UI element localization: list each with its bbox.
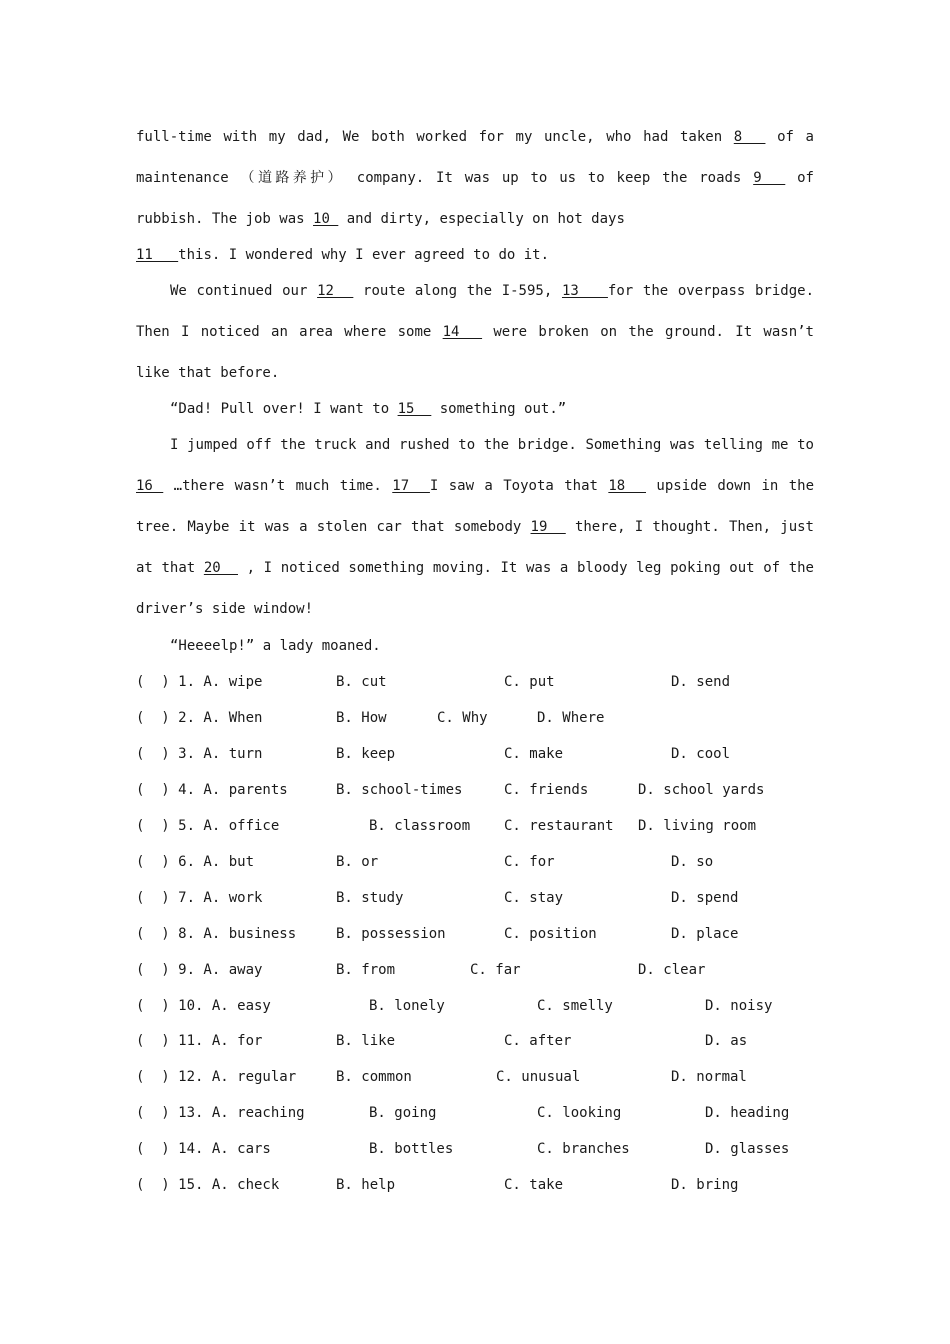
text: route along the I-595, [363, 283, 553, 299]
text: We continued our [170, 283, 308, 299]
option-a: ( ) 10. A. easy [136, 998, 271, 1014]
option-c: C. stay [504, 890, 564, 906]
option-d: D. so [671, 854, 714, 870]
passage-line [170, 400, 566, 418]
blank-14: 14 [442, 324, 483, 340]
text: of a [777, 129, 814, 145]
text: , I noticed something moving. It was a bloody leg poking out of the [246, 560, 814, 576]
text: company. It was up to us to keep the roads [356, 170, 742, 186]
text: like that before. [136, 365, 280, 381]
passage-line [136, 559, 814, 577]
passage-line [136, 169, 814, 187]
option-b: B. possession [336, 926, 446, 942]
blank-13: 13 [561, 283, 608, 299]
option-a: ( ) 11. A. for [136, 1033, 263, 1049]
text: upside down in the [656, 478, 815, 494]
passage-line [170, 282, 814, 300]
option-a: ( ) 12. A. regular [136, 1069, 297, 1085]
option-b: B. or [336, 854, 379, 870]
option-c: C. looking [537, 1105, 622, 1121]
option-d: D. living room [638, 818, 757, 834]
option-a: ( ) 2. A. When [136, 710, 263, 726]
option-b: B. How [336, 710, 387, 726]
blank-16: 16 [136, 478, 164, 494]
option-b: B. school-times [336, 782, 463, 798]
passage-line [136, 246, 549, 264]
text: this. I wondered why I ever agreed to do it. [178, 247, 550, 263]
text: rubbish. The job was [136, 211, 305, 227]
text: Then I noticed an area where some [136, 324, 432, 340]
blank-19: 19 [530, 519, 566, 535]
text: for the overpass bridge. [607, 283, 815, 299]
option-b: B. keep [336, 746, 396, 762]
passage-line [136, 128, 814, 146]
blank-11: 11 [136, 247, 179, 263]
option-a: ( ) 8. A. business [136, 926, 297, 942]
option-b: B. from [336, 962, 396, 978]
text: …there wasn’t much time. [173, 478, 382, 494]
option-b: B. like [336, 1033, 396, 1049]
option-c: C. after [504, 1033, 572, 1049]
blank-10: 10 [313, 211, 339, 227]
text: of [797, 170, 814, 186]
blank-9: 9 [753, 170, 786, 186]
passage-line [136, 323, 814, 341]
option-a: ( ) 9. A. away [136, 962, 263, 978]
option-c: C. far [470, 962, 521, 978]
blank-18: 18 [608, 478, 646, 494]
option-c: C. friends [504, 782, 589, 798]
text: full-time with my dad, We both worked for my uncle, who had taken [136, 129, 723, 145]
blank-20: 20 [203, 560, 238, 576]
option-b: B. cut [336, 674, 387, 690]
option-b: B. going [369, 1105, 437, 1121]
passage-line [136, 477, 814, 495]
option-c: C. position [504, 926, 597, 942]
option-d: D. glasses [705, 1141, 790, 1157]
option-a: ( ) 6. A. but [136, 854, 255, 870]
option-d: D. clear [638, 962, 706, 978]
option-b: B. study [336, 890, 404, 906]
option-d: D. as [705, 1033, 748, 1049]
blank-8: 8 [733, 129, 766, 145]
option-a: ( ) 15. A. check [136, 1177, 280, 1193]
option-c: C. restaurant [504, 818, 614, 834]
option-d: D. send [671, 674, 731, 690]
text: “Dad! Pull over! I want to [170, 401, 390, 417]
text: tree. Maybe it was a stolen car that somebody [136, 519, 522, 535]
text: and dirty, especially on hot days [346, 211, 625, 227]
option-d: D. Where [537, 710, 605, 726]
option-d: D. noisy [705, 998, 773, 1014]
text: driver’s side window! [136, 601, 314, 617]
option-d: D. bring [671, 1177, 739, 1193]
option-a: ( ) 4. A. parents [136, 782, 288, 798]
passage-line [136, 210, 625, 228]
option-b: B. bottles [369, 1141, 454, 1157]
option-d: D. heading [705, 1105, 790, 1121]
option-d: D. place [671, 926, 739, 942]
passage-line [136, 364, 279, 382]
text: “Heeeelp!” a lady moaned. [170, 638, 381, 654]
passage-line [136, 600, 313, 618]
text: maintenance [136, 170, 229, 186]
text: I saw a Toyota that [429, 478, 598, 494]
passage-line [170, 436, 814, 454]
option-b: B. classroom [369, 818, 471, 834]
option-a: ( ) 3. A. turn [136, 746, 263, 762]
option-d: D. normal [671, 1069, 747, 1085]
option-c: C. Why [437, 710, 488, 726]
passage-line [136, 518, 814, 536]
text: were broken on the ground. It wasn’t [493, 324, 814, 340]
option-c: C. smelly [537, 998, 613, 1014]
blank-17: 17 [392, 478, 430, 494]
blank-12: 12 [317, 283, 354, 299]
option-c: C. put [504, 674, 555, 690]
option-a: ( ) 1. A. wipe [136, 674, 263, 690]
text: something out.” [439, 401, 567, 417]
option-b: B. lonely [369, 998, 445, 1014]
option-c: C. branches [537, 1141, 630, 1157]
option-a: ( ) 14. A. cars [136, 1141, 271, 1157]
text: at that [136, 560, 196, 576]
chinese-gloss: （道路养护） [240, 170, 345, 186]
option-d: D. cool [671, 746, 731, 762]
option-c: C. take [504, 1177, 564, 1193]
option-c: C. unusual [496, 1069, 581, 1085]
option-c: C. make [504, 746, 564, 762]
option-a: ( ) 7. A. work [136, 890, 263, 906]
option-a: ( ) 5. A. office [136, 818, 280, 834]
option-b: B. help [336, 1177, 396, 1193]
blank-15: 15 [397, 401, 432, 417]
option-c: C. for [504, 854, 555, 870]
option-d: D. school yards [638, 782, 765, 798]
option-b: B. common [336, 1069, 412, 1085]
option-a: ( ) 13. A. reaching [136, 1105, 305, 1121]
option-d: D. spend [671, 890, 739, 906]
text: I jumped off the truck and rushed to the bridge. Something was telling me to [170, 437, 814, 453]
passage-line [170, 637, 381, 655]
text: there, I thought. Then, just [574, 519, 814, 535]
